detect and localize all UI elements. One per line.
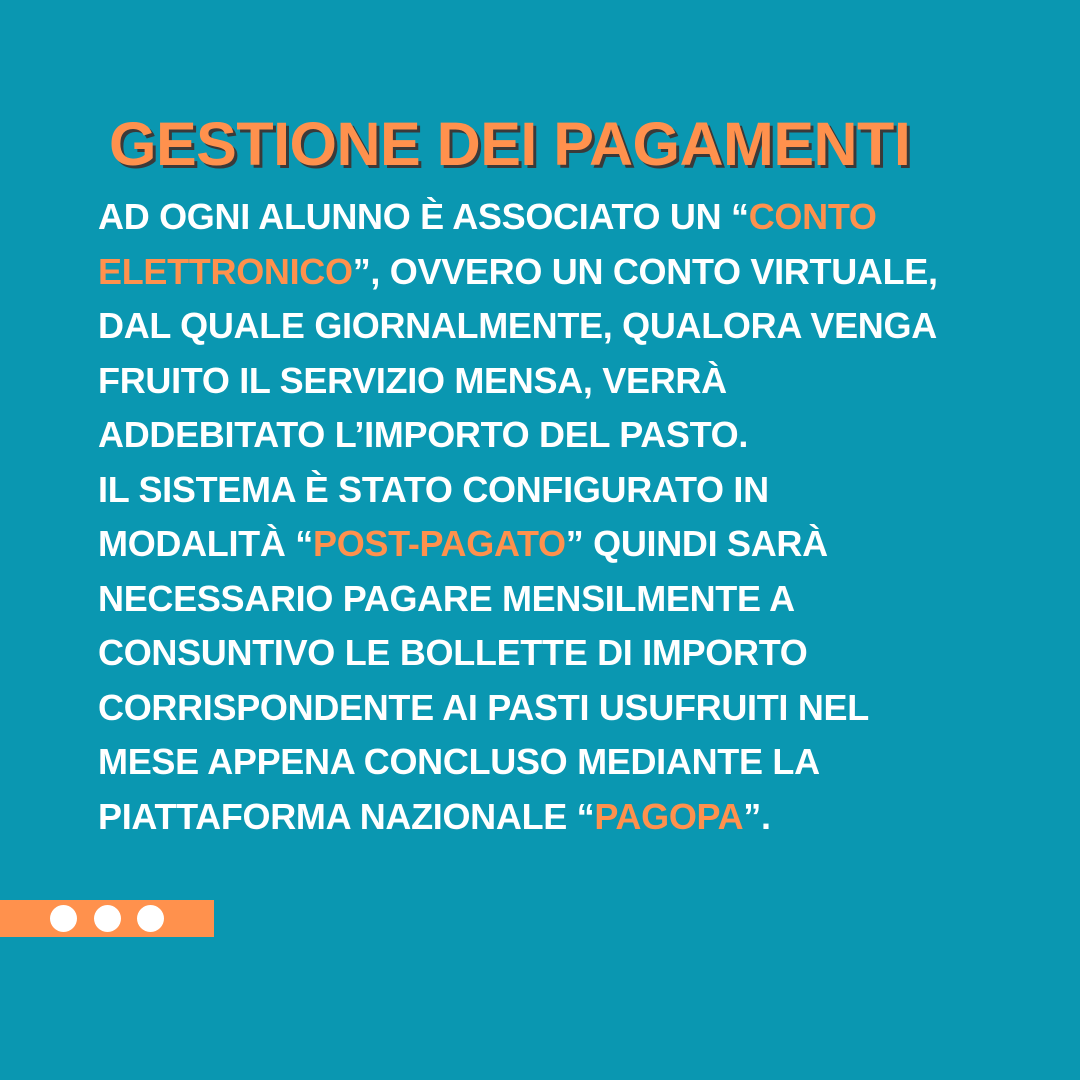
body-line [98, 735, 998, 790]
pagination-dot-icon [137, 905, 164, 932]
body-line [98, 790, 998, 845]
body-text-segment: ” QUINDI SARÀ [565, 523, 828, 564]
body-text-segment: FRUITO IL SERVIZIO MENSA, VERRÀ [98, 359, 727, 401]
highlighted-term: POST-PAGATO [312, 523, 566, 564]
body-text-segment: NECESSARIO PAGARE MENSILMENTE A [98, 577, 795, 619]
body-text-segment: CONSUNTIVO LE BOLLETTE DI IMPORTO [98, 632, 808, 673]
highlighted-term: ELETTRONICO [98, 250, 353, 292]
body-line [98, 572, 998, 627]
body-line [98, 299, 998, 354]
pagination-dot-icon [50, 905, 77, 932]
body-line [98, 681, 998, 736]
body-text-segment: MESE APPENA CONCLUSO MEDIANTE LA [98, 741, 820, 782]
highlighted-term: CONTO [748, 196, 877, 237]
page-title: GESTIONE DEI PAGAMENTI [109, 110, 911, 178]
highlighted-term: PAGOPA [594, 795, 744, 837]
body-line [98, 626, 998, 681]
body-line [98, 517, 998, 572]
body-line [98, 245, 998, 300]
body-paragraph [98, 190, 998, 844]
body-line [98, 190, 998, 245]
body-text-segment: IL SISTEMA È STATO CONFIGURATO IN [98, 468, 769, 510]
body-line [98, 463, 998, 518]
body-text-segment: PIATTAFORMA NAZIONALE “ [98, 795, 595, 837]
body-text-segment: ADDEBITATO L’IMPORTO DEL PASTO. [98, 414, 749, 455]
body-line [98, 408, 998, 463]
body-text-segment: DAL QUALE GIORNALMENTE, QUALORA VENGA [98, 305, 937, 346]
body-text-segment: MODALITÀ “ [98, 523, 313, 564]
body-text-segment: ”. [743, 795, 771, 837]
pagination-dot-icon [94, 905, 121, 932]
body-text-segment: AD OGNI ALUNNO È ASSOCIATO UN “ [98, 196, 749, 237]
body-text-segment: CORRISPONDENTE AI PASTI USUFRUITI NEL [98, 686, 869, 728]
body-text-segment: ”, OVVERO UN CONTO VIRTUALE, [352, 250, 938, 292]
body-line [98, 354, 998, 409]
